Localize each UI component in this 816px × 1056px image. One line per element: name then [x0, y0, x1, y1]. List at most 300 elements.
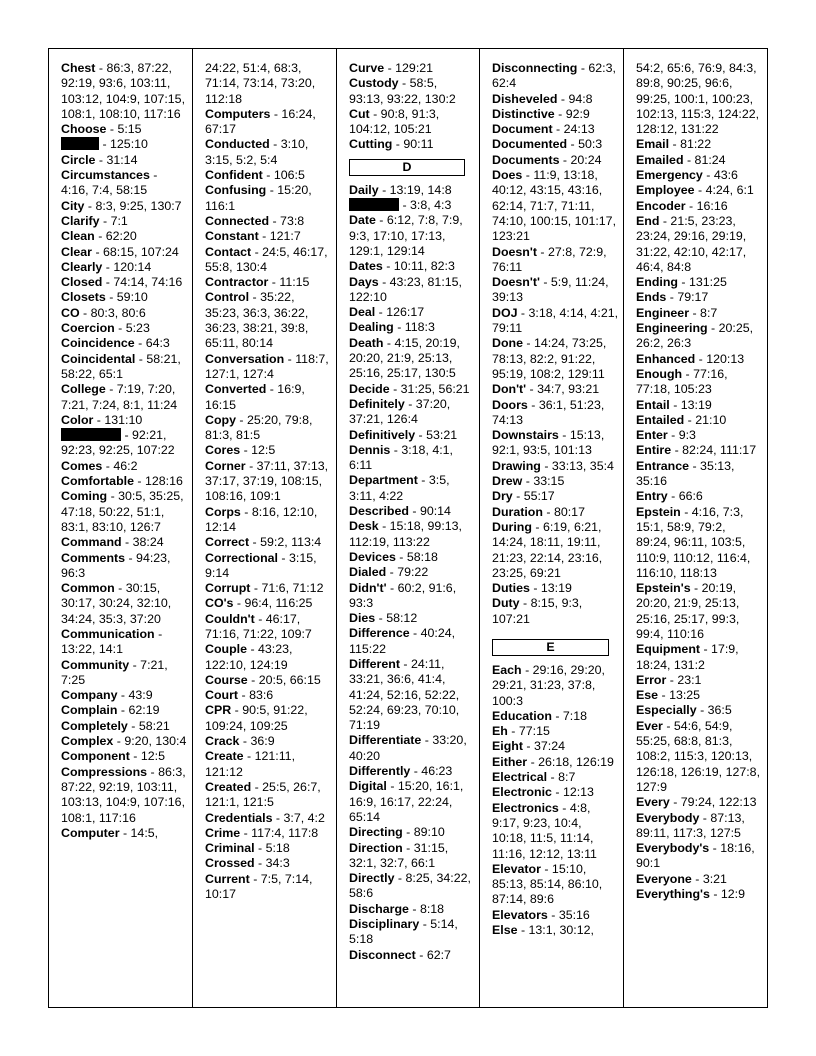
page-line-refs: 29:16, 29:20, 29:21, 31:23, 37:8, 100:3 [492, 662, 605, 708]
page-line-refs: 81:24 [694, 152, 726, 167]
page-line-refs: 3:7, 4:2 [283, 810, 325, 825]
index-entry: Dealing - 118:3 [349, 320, 435, 335]
index-term: Correctional [205, 550, 278, 565]
index-entry: Definitively - 53:21 [349, 427, 458, 442]
page-line-refs: 86:3, 87:22, 92:19, 93:6, 103:11, 103:12, 104:9, 107:15, 108:1, 108:10, 117:16 [61, 61, 186, 121]
index-entry: Choose - 5:15 [61, 122, 142, 137]
index-entry [205, 61, 332, 107]
page-line-refs: 118:3 [404, 320, 435, 335]
page-line-refs: 71:6, 71:12 [261, 581, 324, 596]
index-column-5 [624, 49, 767, 1007]
index-entry: Electrical - 8:7 [492, 770, 576, 785]
index-entry: Each - 29:16, 29:20, 29:21, 31:23, 37:8, 100:3 [492, 662, 605, 708]
index-entry [636, 61, 763, 137]
index-term: Difference [349, 626, 410, 641]
index-entry: Contractor - 11:15 [205, 275, 310, 290]
page-line-refs: 79:24, 122:13 [680, 795, 757, 810]
index-term: Court [205, 688, 239, 703]
page-line-refs: 62:19 [128, 703, 160, 718]
index-entry: Closed - 74:14, 74:16 [61, 275, 183, 290]
index-term: Comes [61, 458, 103, 473]
page-line-refs: 94:23, 96:3 [61, 550, 171, 580]
page-line-refs: 12:5 [251, 443, 276, 458]
index-term: Cutting [349, 137, 393, 152]
page-line-refs: 4:24, 6:1 [705, 183, 754, 198]
page-line-refs: 35:13, 35:16 [636, 458, 735, 489]
page-line-refs: 6:12, 7:8, 7:9, 9:3, 17:10, 17:13, 129:1, 129:14 [349, 213, 463, 258]
index-entry: Elevator - 15:10, 85:13, 85:14, 86:10, 87:14, 89:6 [492, 861, 603, 907]
page-line-refs: 31:25, 56:21 [400, 381, 470, 396]
page-line-refs: 117:4, 117:8 [251, 825, 319, 840]
index-entry: Component - 12:5 [61, 749, 165, 764]
page-line-refs: 15:13, 92:1, 93:5, 101:13 [492, 428, 605, 458]
index-entry: Definitely - 37:20, 37:21, 126:4 [349, 396, 451, 427]
index-entry: Comfortable - 128:16 [61, 474, 183, 489]
page-line-refs: 12:9 [720, 887, 746, 902]
index-entry: Digital - 15:20, 16:1, 16:9, 16:17, 22:24, 65:14 [349, 779, 464, 824]
page-line-refs: 27:8, 72:9, 76:11 [492, 244, 607, 274]
index-term: Desk [349, 519, 379, 534]
index-term: Done [492, 336, 523, 351]
index-entry: Ending - 131:25 [636, 275, 727, 290]
index-term: Current [205, 871, 250, 886]
index-term: Entire [636, 443, 672, 458]
index-term: Disheveled [492, 91, 558, 106]
page-line-refs: 8:18 [419, 901, 445, 916]
index-entry: Error - 23:1 [636, 672, 702, 687]
page-line-refs: 25:20, 79:8, 81:3, 81:5 [205, 412, 313, 443]
index-term: Duty [492, 596, 520, 611]
index-term: College [61, 382, 106, 397]
page-line-refs: 8:7 [700, 305, 718, 320]
page-line-refs: 8:15, 9:3, 107:21 [492, 596, 583, 626]
index-term: Eh [492, 724, 508, 739]
index-term: Especially [636, 703, 697, 718]
index-term: Duties [492, 581, 530, 596]
index-entry: Entailed - 21:10 [636, 412, 727, 427]
page-line-refs: 23:1 [677, 672, 702, 687]
index-term: Communication [61, 626, 155, 641]
index-entry: Copy - 25:20, 79:8, 81:3, 81:5 [205, 412, 313, 443]
page-line-refs: 24:13 [563, 122, 595, 137]
index-term: Emailed [636, 152, 684, 167]
index-entry: Closets - 59:10 [61, 290, 148, 305]
index-entry: Conducted - 3:10, 3:15, 5:2, 5:4 [205, 137, 309, 167]
index-entry: Disheveled - 94:8 [492, 91, 593, 106]
index-entry: Enhanced - 120:13 [636, 351, 745, 366]
index-entry: Circle - 31:14 [61, 152, 138, 167]
page-line-refs: 43:9 [128, 688, 153, 703]
page-line-refs: 8:7 [558, 770, 576, 785]
index-term: Create [205, 749, 244, 764]
section-letter-heading: D [349, 159, 465, 176]
page-line-refs: 46:23 [421, 764, 453, 779]
index-term: Clarify [61, 213, 100, 228]
index-entry: Corps - 8:16, 12:10, 12:14 [205, 504, 318, 534]
page-line-refs: 8:3, 9:25, 130:7 [95, 198, 182, 213]
index-term: Comments [61, 550, 126, 565]
index-term: Dry [492, 489, 513, 504]
index-entry: Command - 38:24 [61, 535, 164, 550]
page-line-refs: 25:5, 26:7, 121:1, 121:5 [205, 779, 321, 810]
page-line-refs: 35:22, 35:23, 36:3, 36:22, 36:23, 38:21, 39:8, 65:11, 80:14 [205, 290, 309, 351]
index-entry: Doesn't' - 5:9, 11:24, 39:13 [492, 275, 609, 305]
index-entry: Emailed - 81:24 [636, 152, 726, 167]
index-entry: Directly - 8:25, 34:22, 58:6 [349, 871, 471, 901]
index-entry: Don't' - 34:7, 93:21 [492, 382, 600, 397]
page-line-refs: 58:12 [386, 611, 418, 626]
page-line-refs: 120:14 [113, 259, 152, 274]
index-entry: Ese - 13:25 [636, 688, 701, 703]
index-term: Circle [61, 152, 96, 167]
index-term: Drawing [492, 458, 541, 473]
index-term: Encoder [636, 198, 686, 213]
index-term: Circumstances [61, 168, 150, 183]
page-line-refs: 4:16, 7:3, 15:1, 58:9, 79:2, 89:24, 96:11, 103:5, 110:9, 110:12, 116:4, 116:10, 118:13 [636, 504, 751, 580]
index-entry: During - 6:19, 6:21, 14:24, 18:11, 19:11, 21:23, 22:14, 23:16, 23:25, 69:21 [492, 519, 603, 580]
index-term: Ever [636, 718, 663, 733]
index-term: Compressions [61, 764, 148, 779]
index-entry: Emergency - 43:6 [636, 168, 738, 183]
page-line-refs: 5:14, 5:18 [349, 917, 458, 947]
index-term: Chest [61, 61, 96, 75]
page-line-refs: 11:15 [279, 275, 310, 290]
index-entry: Comments - 94:23, 96:3 [61, 550, 171, 580]
page-line-refs: 21:5, 23:23, 23:24, 29:16, 29:19, 31:22, 42:10, 42:17, 46:4, 84:8 [636, 213, 747, 274]
index-entry: Dates - 10:11, 82:3 [349, 259, 455, 274]
index-term: Copy [205, 412, 236, 427]
index-term: Department [349, 473, 418, 488]
index-entry: Constant - 121:7 [205, 229, 301, 244]
page-line-refs: 7:18 [562, 708, 588, 723]
page-line-refs: 43:6 [713, 168, 738, 183]
page-line-refs: 34:3 [265, 856, 290, 871]
page-line-refs: 9:20, 130:4 [124, 734, 187, 749]
redaction-block [61, 428, 121, 441]
index-term: Confident [205, 168, 263, 183]
index-term: Everyone [636, 871, 692, 886]
index-term: Deal [349, 305, 376, 320]
index-term: Choose [61, 122, 107, 137]
index-entry: Couldn't - 46:17, 71:16, 71:22, 109:7 [205, 611, 312, 641]
index-entry: Department - 3:5, 3:11, 4:22 [349, 473, 450, 503]
index-entry: Devices - 58:18 [349, 549, 438, 564]
index-entry: Entrance - 35:13, 35:16 [636, 458, 735, 489]
page-line-refs: 9:3 [678, 428, 696, 443]
index-term: Directing [349, 825, 403, 840]
page-line-refs: 3:18, 4:1, 6:11 [349, 442, 453, 473]
index-entry: Elevators - 35:16 [492, 907, 590, 922]
index-term: Couldn't [205, 611, 255, 626]
index-entry: Confusing - 15:20, 116:1 [205, 183, 312, 213]
page-line-refs: 43:23, 122:10, 124:19 [205, 642, 293, 672]
index-term: Elevators [492, 907, 548, 922]
index-column-2 [193, 49, 337, 1007]
index-entry: Coincidental - 58:21, 58:22, 65:1 [61, 351, 181, 381]
index-entry: Date - 6:12, 7:8, 7:9, 9:3, 17:10, 17:13, 129:1, 129:14 [349, 213, 463, 258]
index-entry: Clarify - 7:1 [61, 213, 128, 228]
index-entry: Document - 24:13 [492, 122, 595, 137]
page-line-refs: 34:7, 93:21 [537, 382, 600, 397]
page-line-refs: 53:21 [426, 427, 458, 442]
index-term: Cut [349, 106, 370, 121]
page-line-refs: 38:24 [132, 535, 164, 550]
page-line-refs: 62:3, 62:4 [492, 61, 616, 91]
index-term: Daily [349, 182, 379, 197]
page-line-refs: 36:5 [707, 703, 732, 718]
index-entry: Deal - 126:17 [349, 305, 425, 320]
index-term: Crime [205, 825, 241, 840]
index-term: Contractor [205, 275, 269, 290]
index-term: Engineering [636, 321, 708, 336]
page-line-refs: 77:16, 77:18, 105:23 [636, 366, 728, 397]
index-term: Crossed [205, 856, 255, 871]
index-entry: Eight - 37:24 [492, 739, 566, 754]
index-term: Cores [205, 443, 241, 458]
index-term: Described [349, 504, 409, 519]
index-term: Clear [61, 244, 92, 259]
page-line-refs: 17:9, 18:24, 131:2 [636, 642, 739, 672]
index-entry: Distinctive - 92:9 [492, 106, 590, 121]
page-line-refs: 55:17 [523, 489, 555, 504]
page-line-refs: 3:18, 4:14, 4:21, 79:11 [492, 305, 619, 336]
page-line-refs: 26:18, 126:19 [538, 754, 614, 769]
index-entry: Everybody's - 18:16, 90:1 [636, 841, 755, 871]
index-entry: Court - 83:6 [205, 688, 274, 703]
index-entry: Disciplinary - 5:14, 5:18 [349, 917, 458, 947]
page-line-refs: 18:16, 90:1 [636, 841, 755, 871]
page-line-refs: 121:11, 121:12 [205, 749, 296, 779]
page-line-refs: 73:8 [280, 213, 305, 228]
index-entry: Every - 79:24, 122:13 [636, 795, 757, 810]
index-entry: Everyone - 3:21 [636, 871, 727, 886]
page-line-refs: 5:15 [117, 122, 142, 137]
page-line-refs: 3:21 [702, 871, 727, 886]
index-term: Contact [205, 244, 252, 259]
index-entry: Custody - 58:5, 93:13, 93:22, 130:2 [349, 76, 456, 106]
page-line-refs: 125:10 [110, 137, 148, 152]
index-term: Dealing [349, 320, 394, 335]
index-column-3 [337, 49, 480, 1007]
page-line-refs: 90:11 [403, 137, 434, 152]
index-entry: Decide - 31:25, 56:21 [349, 381, 470, 396]
index-term: Decide [349, 381, 390, 396]
index-entry: DOJ - 3:18, 4:14, 4:21, 79:11 [492, 305, 619, 336]
page-line-refs: 13:19, 14:8 [389, 182, 452, 197]
page-line-refs: 86:3, 87:22, 92:19, 103:11, 103:13, 104:9, 107:16, 108:1, 117:16 [61, 764, 186, 825]
index-entry: Connected - 73:8 [205, 213, 305, 228]
index-term: Criminal [205, 841, 255, 856]
index-term: Custody [349, 76, 399, 91]
page-line-refs: 37:11, 37:13, 37:17, 37:19, 108:15, 108:16, 109:1 [205, 458, 329, 504]
index-entry: Different - 24:11, 33:21, 36:6, 41:4, 41:24, 52:16, 52:22, 52:24, 69:23, 70:10, 71:19 [349, 656, 460, 733]
index-entry: Differentiate - 33:20, 40:20 [349, 733, 467, 763]
index-term: Enough [636, 366, 683, 381]
index-entry: Differently - 46:23 [349, 764, 453, 779]
index-term: Eight [492, 739, 523, 754]
page-line-refs: 58:18 [406, 549, 438, 564]
index-entry: Clear - 68:15, 107:24 [61, 244, 179, 259]
index-entry: Computer - 14:5, [61, 825, 159, 840]
index-entry: City - 8:3, 9:25, 130:7 [61, 198, 182, 213]
page-line-refs: 36:9 [250, 734, 275, 749]
index-entry: Correct - 59:2, 113:4 [205, 535, 322, 550]
index-term: Ese [636, 688, 659, 703]
index-entry: Either - 26:18, 126:19 [492, 754, 614, 769]
index-entry: Conversation - 118:7, 127:1, 127:4 [205, 351, 329, 381]
index-term: Don't' [492, 382, 527, 397]
index-entry: Directing - 89:10 [349, 825, 445, 840]
page-line-refs: 3:5, 3:11, 4:22 [349, 473, 450, 503]
index-entry: Common - 30:15, 30:17, 30:24, 32:10, 34:24, 35:3, 37:20 [61, 581, 172, 626]
index-term: Disconnecting [492, 61, 578, 75]
index-term: Confusing [205, 183, 267, 198]
page-line-refs: 74:14, 74:16 [113, 275, 183, 290]
index-term: Conducted [205, 137, 270, 152]
index-term: Coincidental [61, 351, 136, 366]
index-term: Created [205, 779, 252, 794]
index-term: Course [205, 672, 248, 687]
index-entry: Documents - 20:24 [492, 152, 602, 167]
index-term: Closets [61, 290, 106, 305]
section-letter-heading: E [492, 639, 609, 656]
index-term: CPR [205, 703, 232, 718]
index-term: City [61, 198, 85, 213]
index-term: Complain [61, 703, 118, 718]
index-term: Every [636, 795, 670, 810]
page-line-refs: 20:24 [570, 152, 602, 167]
page-line-refs: 3:8, 4:3 [410, 198, 452, 213]
index-entry: - 3:8, 4:3 [349, 198, 475, 213]
page-line-refs: 62:20 [105, 229, 137, 244]
page-line-refs: 79:17 [677, 290, 709, 305]
page-line-refs: 13:22, 14:1 [61, 642, 124, 657]
page-line-refs: 131:10 [104, 412, 143, 427]
index-term: Corps [205, 504, 241, 519]
index-term: Correct [205, 535, 250, 550]
index-term: Converted [205, 382, 267, 397]
page-line-refs: 90:8, 91:3, 104:12, 105:21 [349, 106, 440, 137]
index-term: Days [349, 274, 379, 289]
page-line-refs: 54:2, 65:6, 76:9, 84:3, 89:8, 90:25, 96:6, 99:25, 100:1, 100:23, 102:13, 115:3, 124:22, 128:12, 131:22 [636, 61, 760, 137]
index-term: Error [636, 672, 667, 687]
index-entry: Eh - 77:15 [492, 724, 550, 739]
index-entry: Community - 7:21, 7:25 [61, 657, 168, 687]
index-entry: Dies - 58:12 [349, 611, 418, 626]
page-line-refs: 20:25, 26:2, 26:3 [636, 321, 754, 351]
index-entry: Current - 7:5, 7:14, 10:17 [205, 871, 313, 902]
page-line-refs: 120:13 [706, 351, 745, 366]
index-term: Component [61, 749, 130, 764]
page-line-refs: 20:19, 20:20, 21:9, 25:13, 25:16, 25:17, 99:3, 99:4, 110:16 [636, 581, 740, 641]
page-line-refs: 59:2, 113:4 [260, 535, 322, 550]
page-line-refs: 81:22 [680, 137, 712, 152]
index-entry: Cutting - 90:11 [349, 137, 434, 152]
page-line-refs: 13:25 [669, 688, 701, 703]
page-line-refs: 66:6 [678, 489, 703, 504]
index-entry: Difference - 40:24, 115:22 [349, 626, 456, 656]
page-line-refs: 62:7 [426, 947, 451, 962]
index-entry: Duration - 80:17 [492, 504, 585, 519]
index-entry: Crime - 117:4, 117:8 [205, 825, 319, 840]
page-line-refs: 12:13 [562, 785, 594, 800]
index-entry: Entail - 13:19 [636, 397, 712, 412]
index-entry: End - 21:5, 23:23, 23:24, 29:16, 29:19, 31:22, 42:10, 42:17, 46:4, 84:8 [636, 213, 747, 274]
index-term: Coercion [61, 321, 115, 336]
index-term: Entail [636, 397, 670, 412]
index-term: Differently [349, 764, 411, 779]
page-line-refs: 36:1, 51:23, 74:13 [492, 397, 605, 427]
page-line-refs: 106:5 [273, 168, 305, 183]
page-line-refs: 118:7, 127:1, 127:4 [205, 351, 329, 381]
page-line-refs: 11:9, 13:18, 40:12, 43:15, 43:16, 62:14, 71:7, 71:11, 74:10, 100:15, 101:17, 123:21 [492, 168, 617, 244]
index-term: Clean [61, 229, 95, 244]
index-entry: Didn't' - 60:2, 91:6, 93:3 [349, 580, 457, 610]
index-term: CO's [205, 596, 234, 611]
index-entry: Corner - 37:11, 37:13, 37:17, 37:19, 108:15, 108:16, 109:1 [205, 458, 329, 504]
index-term: Direction [349, 840, 403, 855]
index-entry: College - 7:19, 7:20, 7:21, 7:24, 8:1, 11:24 [61, 382, 178, 412]
page-line-refs: 58:21, 58:22, 65:1 [61, 351, 181, 381]
index-entry: Complex - 9:20, 130:4 [61, 734, 187, 749]
page-line-refs: 46:2 [113, 458, 138, 473]
index-entry: Course - 20:5, 66:15 [205, 672, 321, 687]
index-term: Engineer [636, 305, 690, 320]
index-entry: Contact - 24:5, 46:17, 55:8, 130:4 [205, 244, 328, 274]
page-line-refs: 80:17 [553, 504, 585, 519]
index-term: Distinctive [492, 106, 555, 121]
index-term: During [492, 519, 532, 534]
index-term: Corner [205, 458, 246, 473]
page-line-refs: 5:18 [265, 841, 290, 856]
index-entry: Create - 121:11, 121:12 [205, 749, 296, 779]
redaction-block [61, 137, 99, 150]
index-entry: Credentials - 3:7, 4:2 [205, 810, 325, 825]
index-entry: Crossed - 34:3 [205, 856, 290, 871]
index-term: Disciplinary [349, 917, 420, 932]
index-entry: Desk - 15:18, 99:13, 112:19, 113:22 [349, 519, 462, 549]
page-line-refs: 13:1, 30:12, [528, 923, 594, 938]
index-entry: Education - 7:18 [492, 708, 588, 723]
index-term: Drew [492, 474, 523, 489]
index-entry: Control - 35:22, 35:23, 36:3, 36:22, 36:23, 38:21, 39:8, 65:11, 80:14 [205, 290, 309, 351]
index-term: Disconnect [349, 947, 416, 962]
page-line-refs: 82:24, 111:17 [682, 443, 757, 458]
index-term: Connected [205, 213, 270, 228]
page-line-refs: 90:5, 91:22, 109:24, 109:25 [205, 703, 308, 733]
index-term: Entailed [636, 412, 685, 427]
index-term: Computers [205, 106, 271, 121]
index-term: DOJ [492, 305, 518, 320]
page-line-refs: 30:5, 35:25, 47:18, 50:22, 51:1, 83:1, 83:10, 126:7 [61, 489, 184, 534]
page-line-refs: 4:16, 7:4, 58:15 [61, 183, 148, 198]
page-line-refs: 64:3 [145, 336, 170, 351]
index-term: Everything's [636, 887, 710, 902]
page-line-refs: 31:15, 32:1, 32:7, 66:1 [349, 840, 449, 870]
index-entry: Cut - 90:8, 91:3, 104:12, 105:21 [349, 106, 440, 137]
page-line-refs: 15:10, 85:13, 85:14, 86:10, 87:14, 89:6 [492, 861, 603, 907]
index-entry: Described - 90:14 [349, 504, 451, 519]
index-entry: Downstairs - 15:13, 92:1, 93:5, 101:13 [492, 428, 605, 458]
page-line-refs: 90:14 [419, 504, 451, 519]
page-line-refs: 31:14 [106, 152, 138, 167]
page-line-refs: 16:16 [696, 198, 728, 213]
index-term: Computer [61, 825, 120, 840]
index-term: Color [61, 412, 94, 427]
index-term: Dates [349, 259, 383, 274]
index-entry: Especially - 36:5 [636, 703, 732, 718]
index-term: Common [61, 581, 115, 596]
